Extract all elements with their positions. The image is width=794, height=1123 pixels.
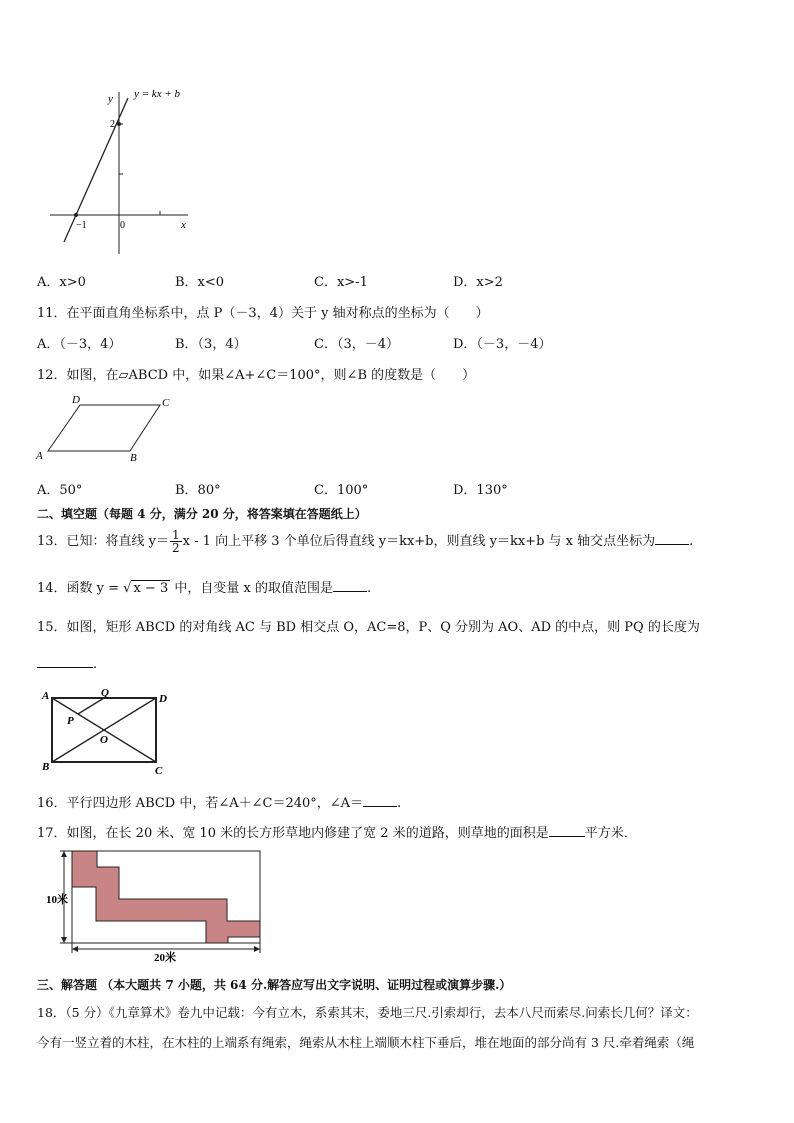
- q13-end: .: [689, 534, 694, 549]
- point-p-label: P: [67, 715, 74, 727]
- q14-answer-blank[interactable]: [333, 579, 367, 592]
- origin-label: 0: [120, 220, 125, 231]
- width-label: 20米: [154, 952, 176, 963]
- q12-stem: 12．如图，在▱ABCD 中，如果∠A+∠C＝100°，则∠B 的度数是（ ）: [37, 368, 476, 383]
- q11-stem: 11．在平面直角坐标系中，点 P（－3，4）关于 y 轴对称点的坐标为（ ）: [37, 306, 489, 321]
- q11-option-a: A．（－3，4）: [37, 337, 122, 352]
- height-label: 10米: [46, 894, 68, 906]
- segment-pq: [78, 698, 104, 714]
- q13-answer-blank[interactable]: [655, 532, 689, 545]
- q11-option-c: C．（3，－4）: [314, 337, 399, 352]
- q10-option-a: A．x>0: [37, 275, 86, 290]
- q13-fraction-denominator: 2: [172, 541, 180, 555]
- parallelogram-figure: [34, 393, 180, 463]
- vertex-d-label: D: [159, 693, 167, 705]
- q17-unit: 平方米．: [584, 826, 637, 841]
- q16-end: .: [397, 796, 402, 811]
- x-tick-label: −1: [76, 220, 87, 231]
- q14-before: 14．函数 y =: [37, 581, 120, 596]
- q12-option-c: C．100°: [314, 483, 369, 498]
- vertex-b-label: B: [42, 761, 50, 773]
- q14-text: 14．函数 y = √ x − 3 中，自变量 x 的取值范围是 .: [37, 581, 372, 596]
- q15-line2: [37, 655, 97, 672]
- q16-text: [37, 792, 401, 811]
- q12-option-b: B．80°: [175, 483, 221, 498]
- point-q-label: Q: [101, 687, 109, 699]
- q14-after: 中，自变量 x 的取值范围是: [174, 581, 333, 596]
- q17-body: 17．如图，在长 20 米、宽 10 米的长方形草地内修建了宽 2 米的道路，则草地的面积是: [37, 826, 549, 841]
- linear-function-graph: [48, 84, 198, 256]
- q13-text: [37, 526, 693, 558]
- q16-answer-blank[interactable]: [363, 794, 397, 807]
- q13-fraction: [170, 529, 182, 554]
- x-intercept-point: [74, 213, 78, 217]
- q15-line1: 15．如图，矩形 ABCD 的对角线 AC 与 BD 相交点 O，AC=8，P、Q 分别为 AO、AD 的中点，则 PQ 的长度为: [37, 620, 700, 635]
- vertex-c-label: C: [155, 765, 163, 777]
- road-shape: [72, 851, 260, 943]
- y-axis-label: y: [108, 93, 113, 105]
- q11-option-b: B．（3，4）: [175, 337, 247, 352]
- function-line: [64, 98, 128, 242]
- x-axis-label: x: [181, 219, 186, 231]
- vertex-b-label: B: [130, 452, 137, 463]
- rectangle-diagonals-figure: [40, 686, 176, 778]
- q17-text: [37, 822, 637, 841]
- section-3-title: 三、解答题 （本大题共 7 小题，共 64 分.解答应写出文字说明、证明过程或演算步骤.）: [37, 978, 512, 992]
- point-o-label: O: [100, 734, 108, 746]
- q18-line2: 今有一竖立着的木柱，在木柱的上端系有绳索，绳索从木柱上端顺木柱下垂后，堆在地面的部分尚有 3 尺.牵着绳索（绳: [37, 1035, 695, 1050]
- q13-after: x - 1 向上平移 3 个单位后得直线 y＝kx+b，则直线 y＝kx+b 与 x 轴交点坐标为: [182, 534, 656, 549]
- vertex-d-label: D: [72, 394, 80, 406]
- equation-label: y = kx + b: [134, 88, 180, 100]
- q18-line1: 18．（5 分）《九章算术》卷九中记载：今有立木，系索其末，委地三尺.引索却行，去本八尺而索尽.问索长几何？译文：: [37, 1005, 698, 1020]
- lawn-road-figure: [44, 845, 266, 963]
- q10-option-c: C．x>-1: [314, 275, 368, 290]
- parallelogram-abcd: [48, 405, 160, 451]
- q13-before: 13．已知：将直线 y＝: [37, 534, 170, 549]
- q12-option-a: A．50°: [37, 483, 83, 498]
- q16-body: 16．平行四边形 ABCD 中，若∠A＋∠C＝240°，∠A＝: [37, 796, 364, 811]
- q11-option-d: D．（－3，－4）: [453, 337, 552, 352]
- q14-end: .: [366, 581, 372, 596]
- y-intercept-point: [117, 122, 121, 126]
- q17-answer-blank[interactable]: [549, 824, 585, 837]
- q10-option-b: B．x<0: [175, 275, 225, 290]
- vertex-c-label: C: [162, 397, 170, 409]
- q13-fraction-numerator: 1: [172, 528, 180, 542]
- vertex-a-label: A: [42, 690, 50, 702]
- q14-radicand: x − 3: [133, 581, 169, 596]
- q15-end: .: [93, 657, 98, 672]
- q10-option-d: D．x>2: [453, 275, 503, 290]
- q12-option-d: D．130°: [453, 483, 508, 498]
- vertex-a-label: A: [36, 450, 43, 462]
- y-tick-label: 2: [110, 119, 115, 130]
- section-2-title: 二、填空题（每题 4 分，满分 20 分，将答案填在答题纸上）: [37, 507, 367, 521]
- q15-answer-blank[interactable]: [37, 655, 93, 668]
